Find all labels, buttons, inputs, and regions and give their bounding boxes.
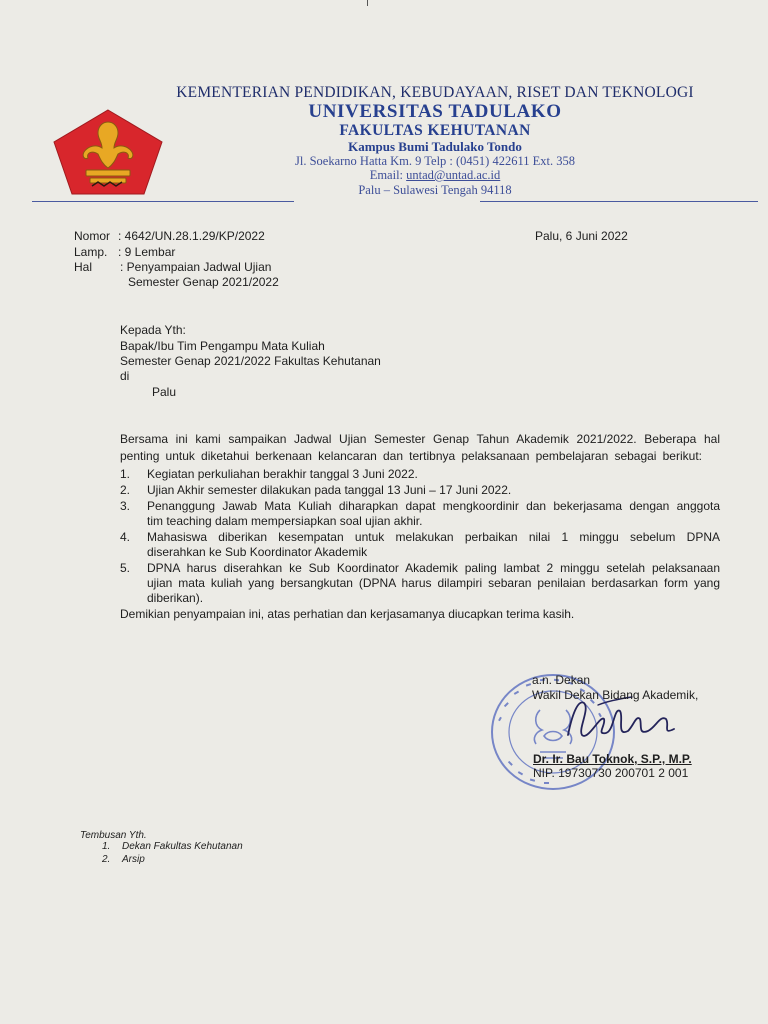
recipient-di: di — [120, 369, 130, 383]
letter-date: Palu, 6 Juni 2022 — [535, 229, 628, 243]
list-item-number: 4. — [120, 530, 131, 544]
hal-value-continued: Semester Genap 2021/2022 — [128, 275, 279, 289]
list-item-number: 2. — [120, 483, 131, 497]
address-line: Jl. Soekarno Hatta Km. 9 Telp : (0451) 422611 Ext. 358 — [295, 154, 575, 168]
faculty-name: FAKULTAS KEHUTANAN — [339, 122, 531, 139]
list-item-text: Ujian Akhir semester dilakukan pada tanggal 13 Juni – 17 Juni 2022. — [147, 483, 512, 497]
hal-value: : Penyampaian Jadwal Ujian — [120, 260, 272, 274]
recipient-name: Bapak/Ibu Tim Pengampu Mata Kuliah — [120, 339, 325, 353]
scan-mark — [367, 0, 368, 6]
cc-item-text: Dekan Fakultas Kehutanan — [122, 841, 243, 852]
list-item-text: Penanggung Jawab Mata Kuliah diharapkan dapat mengkoordinir dan bekerjasama dengan anggota — [147, 499, 720, 513]
cc-title: Tembusan Yth. — [80, 830, 147, 841]
signature-on-behalf: a.n. Dekan — [532, 673, 591, 687]
body-closing: Demikian penyampaian ini, atas perhatian dan kerjasamanya diucapkan terima kasih. — [120, 607, 575, 621]
email-line — [170, 168, 700, 183]
cc-item-number: 2. — [102, 854, 111, 865]
university-logo-icon — [52, 108, 164, 196]
letterhead-divider-right — [480, 201, 758, 202]
list-item-number: 5. — [120, 561, 131, 575]
ministry-name: KEMENTERIAN PENDIDIKAN, KEBUDAYAAN, RISET DAN TEKNOLOGI — [176, 84, 694, 101]
university-name: UNIVERSITAS TADULAKO — [308, 101, 562, 122]
signatory-nip: NIP. 19730730 200701 2 001 — [533, 766, 689, 780]
lamp-label: Lamp. — [74, 245, 108, 259]
nomor-label: Nomor — [74, 229, 111, 243]
body-intro-line-1: Bersama ini kami sampaikan Jadwal Ujian Semester Genap Tahun Akademik 2021/2022. Beberapa hal — [120, 432, 720, 446]
list-item-text-continued: diserahkan ke Sub Koordinator Akademik — [147, 545, 368, 559]
recipient-city: Palu — [152, 385, 177, 399]
letterhead-divider-left — [32, 201, 294, 202]
email-link[interactable]: untad@untad.ac.id — [406, 168, 501, 182]
list-item-number: 3. — [120, 499, 131, 513]
city-line: Palu – Sulawesi Tengah 94118 — [358, 183, 512, 197]
email-label: Email: — [369, 168, 404, 182]
list-item-text: Kegiatan perkuliahan berakhir tanggal 3 Juni 2022. — [147, 467, 418, 481]
list-item-text: DPNA harus diserahkan ke Sub Koordinator Akademik paling lambat 2 minggu setelah pelaksanaan — [147, 561, 720, 575]
list-item-text-continued: diberikan). — [147, 591, 204, 605]
lamp-value: : 9 Lembar — [118, 245, 176, 259]
campus-name: Kampus Bumi Tadulako Tondo — [348, 139, 522, 154]
signature-position: Wakil Dekan Bidang Akademik, — [532, 688, 699, 702]
hal-label: Hal — [74, 260, 93, 274]
signatory-name: Dr. Ir. Bau Toknok, S.P., M.P. — [533, 752, 692, 766]
list-item-text-continued: tim teaching dalam mempersiapkan soal ujian akhir. — [147, 514, 423, 528]
list-item-text: Mahasiswa diberikan kesempatan untuk melakukan perbaikan nilai 1 minggu sebelum DPNA — [147, 530, 720, 544]
cc-item-number: 1. — [102, 841, 111, 852]
body-intro-line-2: penting untuk diketahui berkenaan kelancaran dan tertibnya pelaksanaan pembelajaran sebagai berikut: — [120, 449, 702, 463]
cc-item-text: Arsip — [122, 854, 145, 865]
list-item-text-continued: ujian mata kuliah yang bersangkutan (DPNA harus dilampiri sebaran penilaian berdasarkan form yang — [147, 576, 720, 590]
nomor-value: : 4642/UN.28.1.29/KP/2022 — [118, 229, 265, 243]
list-item-number: 1. — [120, 467, 131, 481]
recipient-salutation: Kepada Yth: — [120, 323, 186, 337]
recipient-unit: Semester Genap 2021/2022 Fakultas Kehutanan — [120, 354, 381, 368]
